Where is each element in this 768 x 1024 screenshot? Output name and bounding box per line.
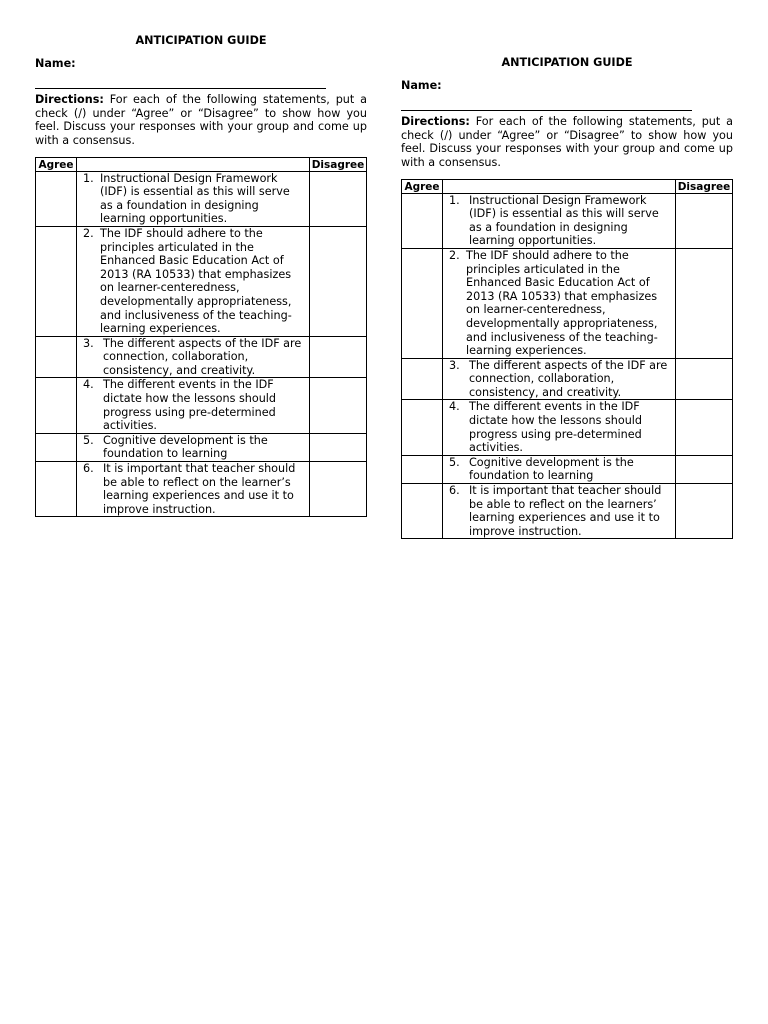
disagree-checkbox-cell[interactable]: [310, 433, 367, 461]
agree-checkbox-cell[interactable]: [402, 400, 443, 455]
statement-text: Cognitive development is the foundation to learning: [103, 433, 268, 461]
directions-label: Directions:: [35, 93, 104, 107]
table-row: [402, 358, 733, 400]
statements-table: [35, 157, 367, 518]
statement-cell: [443, 455, 676, 483]
disagree-checkbox-cell[interactable]: [676, 193, 733, 248]
statement-text: Instructional Design Framework (IDF) is essential as this will serve as a foundation in designing learning opportunities.: [469, 193, 659, 248]
statement-text: Instructional Design Framework (IDF) is essential as this will serve as a foundation in designing learning opportunities.: [100, 171, 290, 226]
name-label: Name:: [35, 56, 76, 70]
statement-cell: [443, 193, 676, 248]
statement-text: The IDF should adhere to the principles articulated in the Enhanced Basic Education Act of 2013 (RA 10533) that emphasizes on learner-centeredness, developmentally appropriateness, and inclusiveness of the teaching-learning experiences.: [100, 226, 292, 336]
table-row: [36, 433, 367, 461]
directions-text: For each of the following statements, put a check (/) under “Agree” or “Disagree” to show how you feel. Discuss your responses with your group and come up with a consensus.: [401, 115, 733, 169]
directions-text: For each of the following statements, put a check (/) under “Agree” or “Disagree” to show how you feel. Discuss your responses with your group and come up with a consensus.: [35, 93, 367, 147]
agree-checkbox-cell[interactable]: [36, 226, 77, 336]
agree-checkbox-cell[interactable]: [36, 336, 77, 378]
agree-checkbox-cell[interactable]: [36, 171, 77, 226]
statement-text: It is important that teacher should be able to reflect on the learner’s learning experiences and use it to improve instruction.: [103, 462, 296, 516]
statement-text: Cognitive development is the foundation to learning: [469, 455, 634, 483]
statement-number: 4.: [449, 400, 460, 414]
directions-label: Directions:: [401, 115, 470, 129]
statement-number: 1.: [449, 193, 460, 207]
table-row: [402, 248, 733, 358]
statement-number: 5.: [83, 433, 94, 447]
agree-checkbox-cell[interactable]: [402, 358, 443, 400]
statement-number: 2.: [83, 226, 94, 240]
statement-cell: [77, 171, 310, 226]
statement-number: 4.: [83, 378, 94, 392]
statement-cell: [443, 358, 676, 400]
agree-checkbox-cell[interactable]: [402, 193, 443, 248]
name-field[interactable]: [401, 97, 692, 111]
disagree-checkbox-cell[interactable]: [310, 462, 367, 517]
directions: [401, 115, 733, 169]
anticipation-guide-right: [401, 56, 733, 539]
table-row: [36, 226, 367, 336]
disagree-checkbox-cell[interactable]: [676, 358, 733, 400]
statement-number: 3.: [83, 336, 94, 350]
statement-cell: [77, 462, 310, 517]
statement-number: 6.: [83, 462, 94, 476]
table-row: [36, 336, 367, 378]
agree-checkbox-cell[interactable]: [402, 248, 443, 358]
statements-table: [401, 179, 733, 540]
statement-number: 1.: [83, 171, 94, 185]
statement-text: The different events in the IDF dictate how the lessons should progress using pre-determined activities.: [469, 400, 643, 455]
agree-checkbox-cell[interactable]: [36, 433, 77, 461]
disagree-checkbox-cell[interactable]: [310, 226, 367, 336]
table-row: [402, 455, 733, 483]
agree-checkbox-cell[interactable]: [36, 462, 77, 517]
disagree-header: Disagree: [676, 179, 733, 193]
statement-cell: [77, 336, 310, 378]
statement-cell: [443, 484, 676, 539]
table-row: [402, 484, 733, 539]
table-row: [36, 462, 367, 517]
disagree-checkbox-cell[interactable]: [310, 171, 367, 226]
directions: [35, 93, 367, 147]
statement-text: It is important that teacher should be able to reflect on the learners’ learning experiences and use it to improve instruction.: [469, 484, 662, 538]
name-field[interactable]: [35, 75, 326, 89]
agree-header: Agree: [36, 157, 77, 171]
name-label: Name:: [401, 78, 442, 92]
disagree-checkbox-cell[interactable]: [676, 455, 733, 483]
statement-text: The different events in the IDF dictate how the lessons should progress using pre-determined activities.: [103, 378, 277, 433]
table-header-row: [36, 157, 367, 171]
statement-text: The different aspects of the IDF are connection, collaboration, consistency, and creativity.: [469, 358, 668, 399]
disagree-checkbox-cell[interactable]: [310, 336, 367, 378]
statement-header: [77, 157, 310, 171]
statement-cell: [443, 400, 676, 455]
statement-number: 2.: [449, 248, 460, 262]
disagree-header: Disagree: [310, 157, 367, 171]
statement-text: The different aspects of the IDF are connection, collaboration, consistency, and creativity.: [103, 336, 302, 377]
disagree-checkbox-cell[interactable]: [676, 400, 733, 455]
table-row: [402, 193, 733, 248]
statement-number: 3.: [449, 358, 460, 372]
guide-title: ANTICIPATION GUIDE: [501, 56, 633, 69]
statement-cell: [77, 226, 310, 336]
anticipation-guide-left: [35, 34, 367, 517]
table-row: [36, 171, 367, 226]
statement-header: [443, 179, 676, 193]
guide-title: ANTICIPATION GUIDE: [135, 34, 267, 47]
statement-cell: [77, 378, 310, 433]
agree-checkbox-cell[interactable]: [402, 484, 443, 539]
disagree-checkbox-cell[interactable]: [310, 378, 367, 433]
disagree-checkbox-cell[interactable]: [676, 248, 733, 358]
statement-number: 5.: [449, 455, 460, 469]
table-header-row: [402, 179, 733, 193]
agree-checkbox-cell[interactable]: [402, 455, 443, 483]
agree-header: Agree: [402, 179, 443, 193]
table-row: [36, 378, 367, 433]
statement-cell: [77, 433, 310, 461]
disagree-checkbox-cell[interactable]: [676, 484, 733, 539]
statement-cell: [443, 248, 676, 358]
table-row: [402, 400, 733, 455]
agree-checkbox-cell[interactable]: [36, 378, 77, 433]
statement-text: The IDF should adhere to the principles articulated in the Enhanced Basic Education Act of 2013 (RA 10533) that emphasizes on learner-centeredness, developmentally appropriateness, and inclusiveness of the teaching-learning experiences.: [466, 248, 658, 358]
statement-number: 6.: [449, 484, 460, 498]
